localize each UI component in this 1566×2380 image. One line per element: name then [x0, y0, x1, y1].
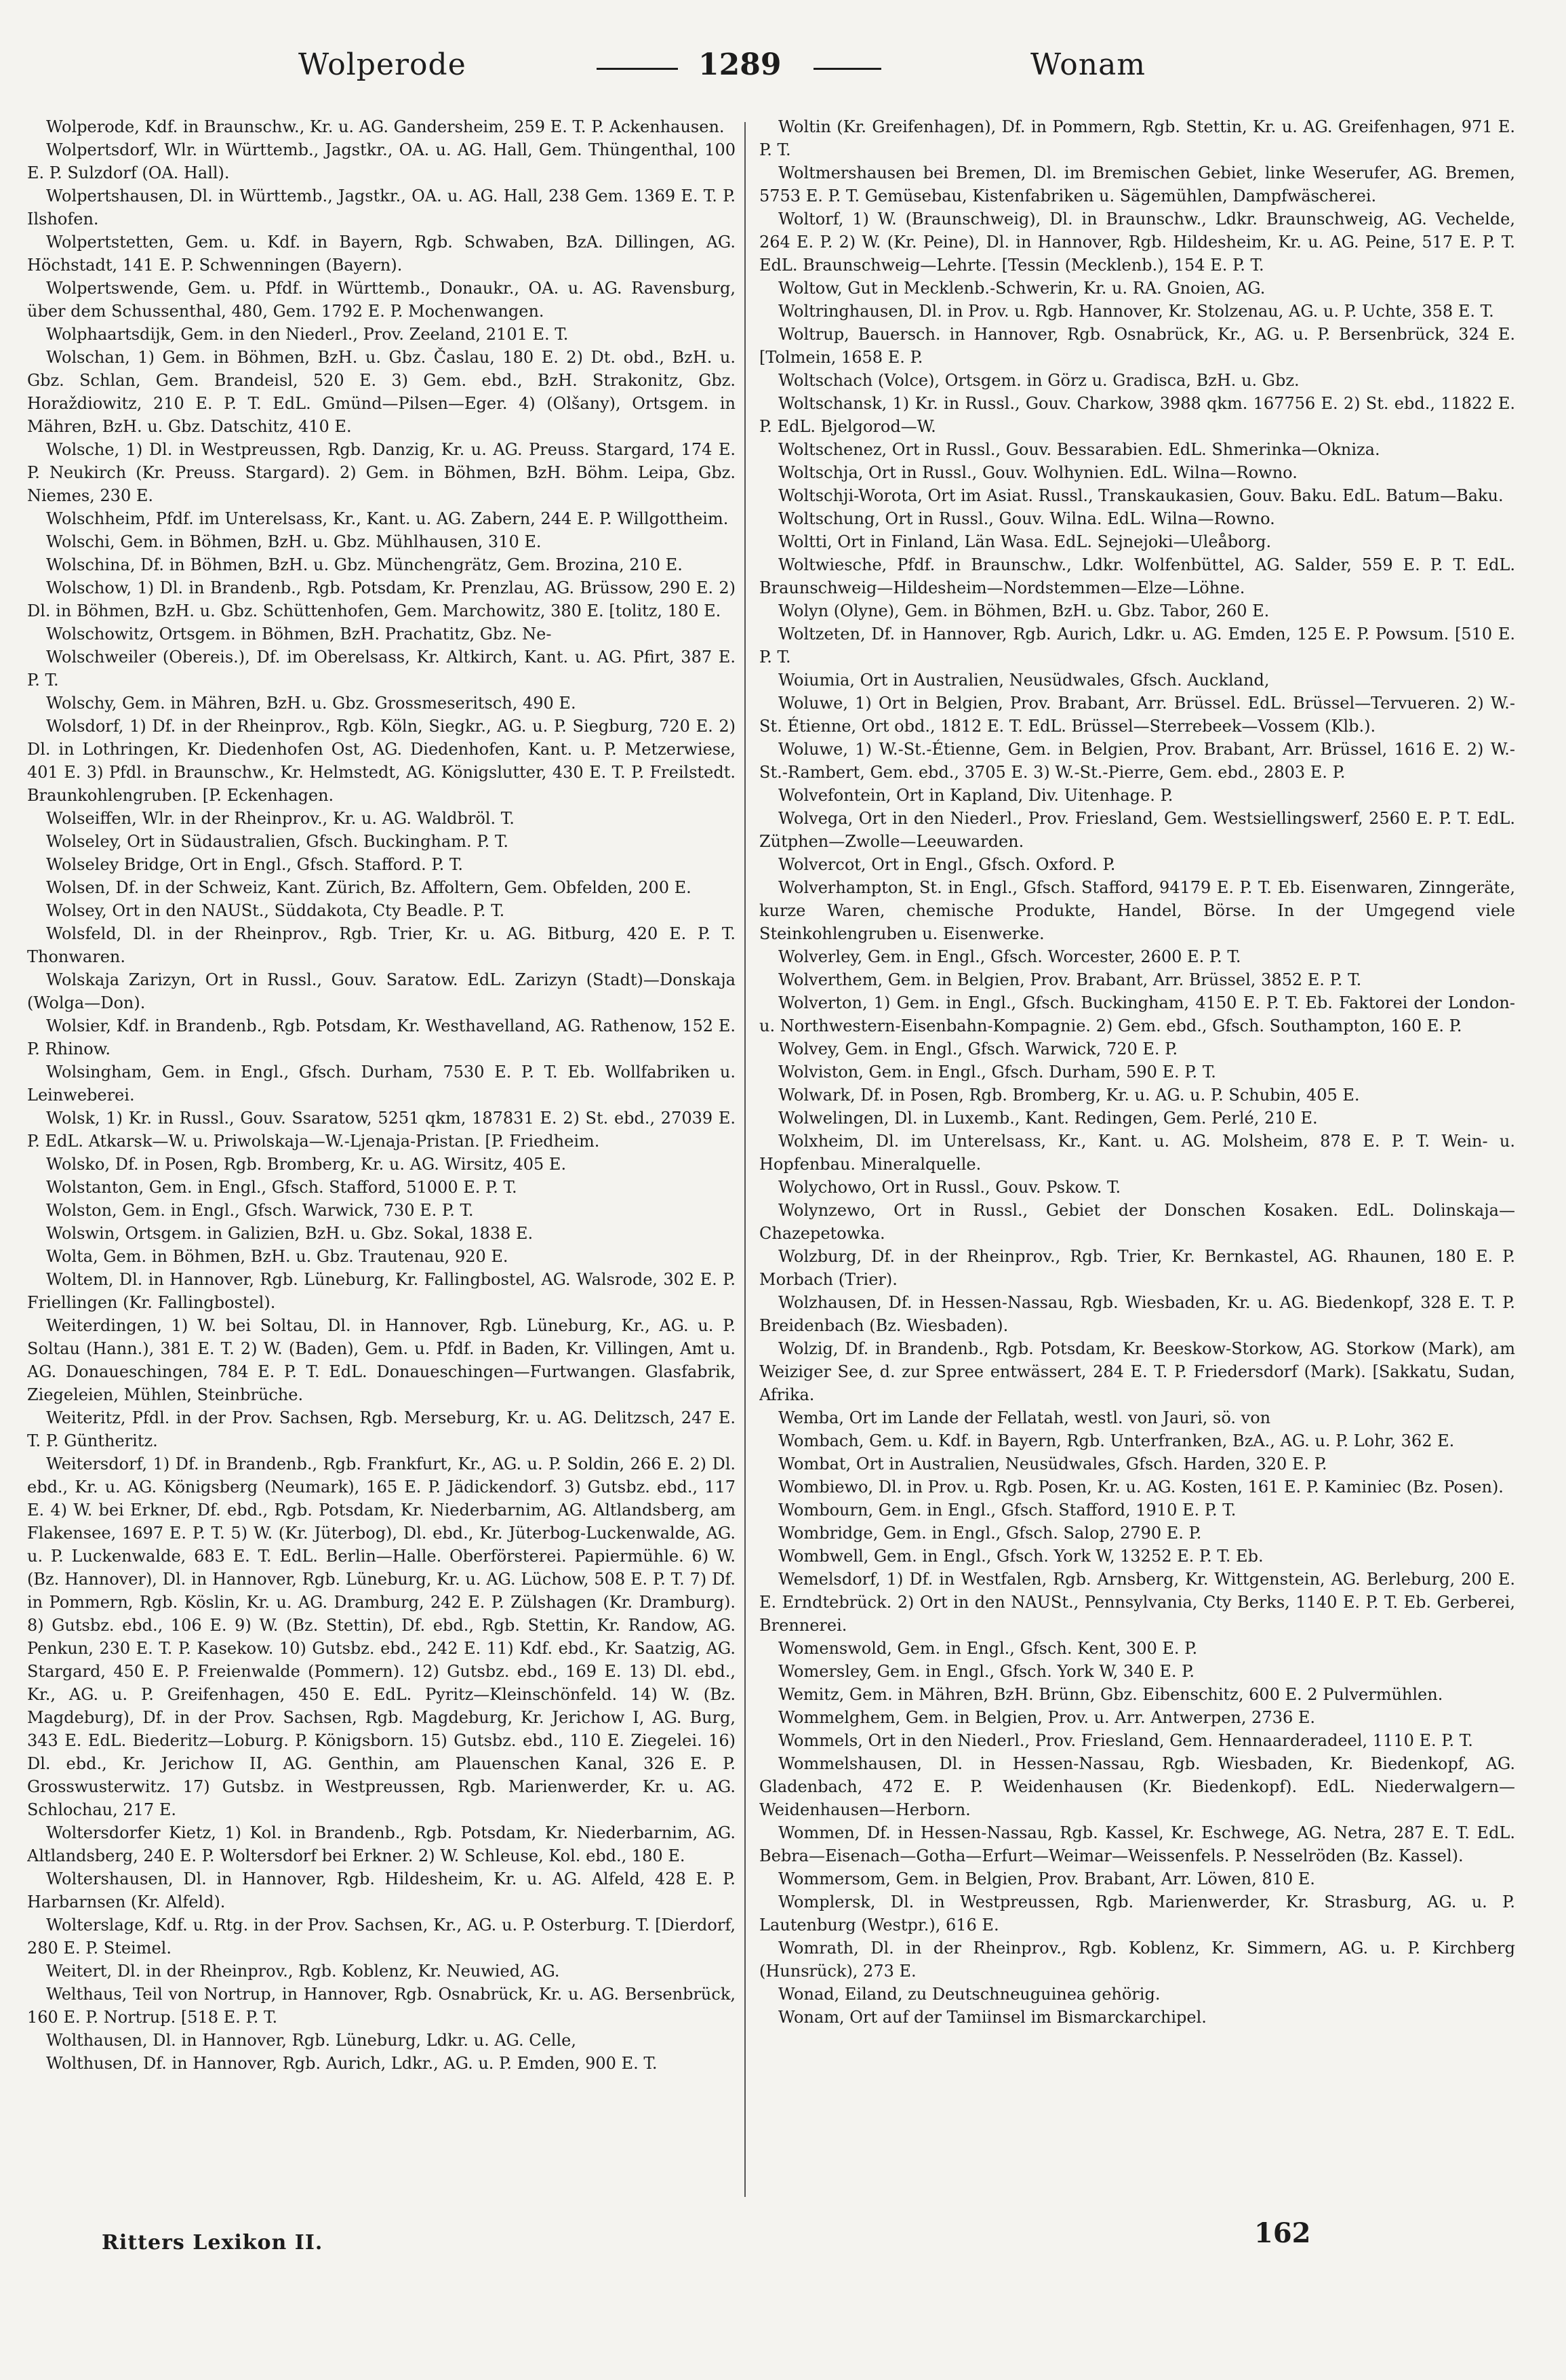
- lexicon-entry: Wolschweiler (Obereis.), Df. im Oberelsass, Kr. Altkirch, Kant. u. AG. Pfirt, 387 E. P. T.: [27, 648, 736, 690]
- column-divider: [744, 122, 746, 2197]
- lexicon-entry: Wolverley, Gem. in Engl., Gfsch. Worcester, 2600 E. P. T.: [778, 947, 1241, 966]
- lexicon-entry: Wolschan, 1) Gem. in Böhmen, BzH. u. Gbz. Časlau, 180 E. 2) Dt. obd., BzH. u. Gbz. Schlan, Gem. Brandeisl, 520 E. 3) Gem. ebd., BzH. Strakonitz, Gbz. Horaždiowitz, 210 E. P. T. EdL. Gmünd—Pilsen—Eger. 4) (Olšany), Ortsgem. in Mähren, BzH. u. Gbz. Datschitz, 410 E.: [27, 348, 736, 436]
- header-rule-left: [597, 68, 678, 70]
- lexicon-entry: Wolthausen, Dl. in Hannover, Rgb. Lüneburg, Ldkr. u. AG. Celle,: [46, 2031, 576, 2050]
- lexicon-entry: Wommels, Ort in den Niederl., Prov. Friesland, Gem. Hennaarderadeel, 1110 E. P. T.: [778, 1731, 1473, 1750]
- lexicon-entry: Womersley, Gem. in Engl., Gfsch. York W, 340 E. P.: [778, 1662, 1195, 1681]
- lexicon-entry: Wonad, Eiland, zu Deutschneuguinea gehörig.: [778, 1985, 1161, 2004]
- lexicon-entry: Wolvercot, Ort in Engl., Gfsch. Oxford. P.: [778, 855, 1116, 874]
- lexicon-entry: Wolsen, Df. in der Schweiz, Kant. Zürich, Bz. Affoltern, Gem. Obfelden, 200 E.: [46, 878, 691, 897]
- lexicon-entry: Welthaus, Teil von Nortrup, in Hannover, Rgb. Osnabrück, Kr. u. AG. Bersenbrück, 160 E. P. Nortrup. [518 E. P. T.: [27, 1985, 736, 2027]
- lexicon-entry: Wolwark, Df. in Posen, Rgb. Bromberg, Kr. u. AG. u. P. Schubin, 405 E.: [778, 1086, 1360, 1105]
- lexicon-entry: Weitersdorf, 1) Df. in Brandenb., Rgb. Frankfurt, Kr., AG. u. P. Soldin, 266 E. 2) Dl. ebd., Kr. u. AG. Königsberg (Neumark), 165 E. P. Jädickendorf. 3) Gutsbz. ebd., 117 E. 4) W. bei Erkner, Df. ebd., Rgb. Potsdam, Kr. Niederbarnim, AG. Altlandsberg, am Flakensee, 1697 E. P. T. 5) W. (Kr. Jüterbog), Dl. ebd., Kr. Jüterbog-Luckenwalde, AG. u. P. Luckenwalde, 683 E. T. EdL. Berlin—Halle. Oberförsterei. Papiermühle. 6) W. (Bz. Hannover), Dl. in Hannover, Rgb. Lüneburg, Kr. u. AG. Lüchow, 508 E. P. T. 7) Df. in Pommern, Rgb. Köslin, Kr. u. AG. Dramburg, 242 E. P. Zülshagen (Kr. Dramburg). 8) Gutsbz. ebd., 106 E. 9) W. (Bz. Stettin), Df. ebd., Rgb. Stettin, Kr. Randow, AG. Penkun, 230 E. T. P. Kasekow. 10) Gutsbz. ebd., 242 E. 11) Kdf. ebd., Kr. Saatzig, AG. Stargard, 450 E. P. Freienwalde (Pommern). 12) Gutsbz. ebd., 169 E. 13) Dl. ebd., Kr., AG. u. P. Greifenhagen, 450 E. EdL. Pyritz—Kleinschönfeld. 14) W. (Bz. Magdeburg), Df. in der Prov. Sachsen, Rgb. Magdeburg, Kr. Jerichow I, AG. Burg, 343 E. EdL. Biederitz—Loburg. P. Königsborn. 15) Gutsbz. ebd., 110 E. Ziegelei. 16) Dl. ebd., Kr. Jerichow II, AG. Genthin, am Plauenschen Kanal, 326 E. P. Grosswusterwitz. 17) Gutsbz. in Westpreussen, Rgb. Marienwerder, Kr. u. AG. Schlochau, 217 E.: [27, 1454, 736, 1819]
- lexicon-entry: Wolsdorf, 1) Df. in der Rheinprov., Rgb. Köln, Siegkr., AG. u. P. Siegburg, 720 E. 2) Dl. in Lothringen, Kr. Diedenhofen Ost, AG. Diedenhofen, Kant. u. P. Metzerwiese, 401 E. 3) Pfdl. in Braunschw., Kr. Helmstedt, AG. Königslutter, 430 E. T. P. Freilstedt. Braunkohlengruben. [P. Eckenhagen.: [27, 717, 736, 805]
- lexicon-entry: Wolverton, 1) Gem. in Engl., Gfsch. Buckingham, 4150 E. P. T. Eb. Faktorei der London- u. Northwestern-Eisenbahn-Kompagnie. 2) Gem. ebd., Gfsch. Southampton, 160 E. P.: [759, 993, 1515, 1035]
- lexicon-entry: Wommelshausen, Dl. in Hessen-Nassau, Rgb. Wiesbaden, Kr. Biedenkopf, AG. Gladenbach, 472 E. P. Weidenhausen (Kr. Biedenkopf). EdL. Niederwalgern—Weidenhausen—Herborn.: [759, 1754, 1515, 1819]
- lexicon-entry: Woltti, Ort in Finland, Län Wasa. EdL. Sejnejoki—Uleåborg.: [778, 532, 1272, 551]
- page-number: 1289: [698, 47, 782, 82]
- lexicon-entry: Woltem, Dl. in Hannover, Rgb. Lüneburg, Kr. Fallingbostel, AG. Walsrode, 302 E. P. Friellingen (Kr. Fallingbostel).: [27, 1270, 736, 1312]
- lexicon-entry: Woltschji-Worota, Ort im Asiat. Russl., Transkaukasien, Gouv. Baku. EdL. Batum—Baku.: [778, 486, 1504, 505]
- lexicon-entry: Woltschenez, Ort in Russl., Gouv. Bessarabien. EdL. Shmerinka—Okniza.: [778, 440, 1380, 459]
- lexicon-entry: Wolschi, Gem. in Böhmen, BzH. u. Gbz. Mühlhausen, 310 E.: [46, 532, 542, 551]
- lexicon-entry: Wolyn (Olyne), Gem. in Böhmen, BzH. u. Gbz. Tabor, 260 E.: [778, 601, 1270, 620]
- lexicon-entry: Woltersdorfer Kietz, 1) Kol. in Brandenb., Rgb. Potsdam, Kr. Niederbarnim, AG. Altlandsberg, 240 E. P. Woltersdorf bei Erkner. 2) W. Schleuse, Kol. ebd., 180 E.: [27, 1823, 736, 1865]
- lexicon-entry: Woltershausen, Dl. in Hannover, Rgb. Hildesheim, Kr. u. AG. Alfeld, 428 E. P. Harbarnsen (Kr. Alfeld).: [27, 1869, 736, 1911]
- lexicon-entry: Wolschowitz, Ortsgem. in Böhmen, BzH. Prachatitz, Gbz. Ne-: [46, 624, 552, 643]
- lexicon-entry: Wombiewo, Dl. in Prov. u. Rgb. Posen, Kr. u. AG. Kosten, 161 E. P. Kaminiec (Bz. Posen).: [778, 1477, 1504, 1496]
- header-rule-right: [814, 68, 881, 70]
- lexicon-entry: Wommelghem, Gem. in Belgien, Prov. u. Arr. Antwerpen, 2736 E.: [778, 1708, 1315, 1727]
- lexicon-entry: Womenswold, Gem. in Engl., Gfsch. Kent, 300 E. P.: [778, 1639, 1198, 1658]
- lexicon-entry: Woltringhausen, Dl. in Prov. u. Rgb. Hannover, Kr. Stolzenau, AG. u. P. Uchte, 358 E. T.: [778, 302, 1494, 321]
- lexicon-entry: Wolzhausen, Df. in Hessen-Nassau, Rgb. Wiesbaden, Kr. u. AG. Biedenkopf, 328 E. T. P. Breidenbach (Bz. Wiesbaden).: [759, 1293, 1515, 1335]
- running-header: [0, 41, 1566, 102]
- lexicon-entry: Wolverhampton, St. in Engl., Gfsch. Stafford, 94179 E. P. T. Eb. Eisenwaren, Zinngeräte, kurze Waren, chemische Produkte, Handel, Börse. In der Umgegend viele Steinkohlengruben u. Eisenwerke.: [759, 878, 1515, 943]
- lexicon-entry: Wolsey, Ort in den NAUSt., Süddakota, Cty Beadle. P. T.: [46, 901, 505, 920]
- lexicon-entry: Wolpertswende, Gem. u. Pfdf. in Württemb., Donaukr., OA. u. AG. Ravensburg, über dem Schussenthal, 480, Gem. 1792 E. P. Mochenwangen.: [27, 279, 736, 321]
- header-first-word: Wolperode: [298, 47, 466, 82]
- lexicon-entry: Wolsingham, Gem. in Engl., Gfsch. Durham, 7530 E. P. T. Eb. Wollfabriken u. Leinweberei.: [27, 1063, 736, 1105]
- lexicon-entry: Woltzeten, Df. in Hannover, Rgb. Aurich, Ldkr. u. AG. Emden, 125 E. P. Powsum. [510 E. P. T.: [759, 624, 1515, 667]
- lexicon-entry: Woltschach (Volce), Ortsgem. in Görz u. Gradisca, BzH. u. Gbz.: [778, 371, 1300, 390]
- lexicon-entry: Woltschja, Ort in Russl., Gouv. Wolhynien. EdL. Wilna—Rowno.: [778, 463, 1298, 482]
- lexicon-entry: Wolsier, Kdf. in Brandenb., Rgb. Potsdam, Kr. Westhavelland, AG. Rathenow, 152 E. P. Rhinow.: [27, 1016, 736, 1058]
- lexicon-entry: Wombat, Ort in Australien, Neusüdwales, Gfsch. Harden, 320 E. P.: [778, 1454, 1327, 1473]
- lexicon-entry: Wolswin, Ortsgem. in Galizien, BzH. u. Gbz. Sokal, 1838 E.: [46, 1224, 534, 1243]
- lexicon-entry: Wolvefontein, Ort in Kapland, Div. Uitenhage. P.: [778, 786, 1173, 805]
- lexicon-entry: Wemelsdorf, 1) Df. in Westfalen, Rgb. Arnsberg, Kr. Wittgenstein, AG. Berleburg, 200 E. E. Erndtebrück. 2) Ort in den NAUSt., Pennsylvania, Cty Berks, 1140 E. P. T. Eb. Gerberei, Brennerei.: [759, 1570, 1515, 1635]
- lexicon-entry: Wolychowo, Ort in Russl., Gouv. Pskow. T.: [778, 1178, 1121, 1197]
- lexicon-entry: Woltwiesche, Pfdf. in Braunschw., Ldkr. Wolfenbüttel, AG. Salder, 559 E. P. T. EdL. Braunschweig—Hildesheim—Nordstemmen—Elze—Löhne.: [759, 555, 1515, 597]
- lexicon-entry: Weiterdingen, 1) W. bei Soltau, Dl. in Hannover, Rgb. Lüneburg, Kr., AG. u. P. Soltau (Hann.), 381 E. T. 2) W. (Baden), Gem. u. Pfdf. in Baden, Kr. Villingen, Amt u. AG. Donaueschingen, 784 E. P. T. EdL. Donaueschingen—Furtwangen. Glasfabrik, Ziegeleien, Mühlen, Steinbrüche.: [27, 1316, 736, 1404]
- right-column: [759, 115, 1515, 2210]
- lexicon-entry: Wolseley, Ort in Südaustralien, Gfsch. Buckingham. P. T.: [46, 832, 508, 851]
- lexicon-entry: Wolphaartsdijk, Gem. in den Niederl., Prov. Zeeland, 2101 E. T.: [46, 325, 569, 344]
- lexicon-entry: Weiteritz, Pfdl. in der Prov. Sachsen, Rgb. Merseburg, Kr. u. AG. Delitzsch, 247 E. T. P. Güntheritz.: [27, 1408, 736, 1450]
- lexicon-entry: Wommersom, Gem. in Belgien, Prov. Brabant, Arr. Löwen, 810 E.: [778, 1869, 1315, 1888]
- lexicon-entry: Woltow, Gut in Mecklenb.-Schwerin, Kr. u. RA. Gnoien, AG.: [778, 279, 1266, 298]
- lexicon-entry: Wolvega, Ort in den Niederl., Prov. Friesland, Gem. Westsiellingswerf, 2560 E. P. T. EdL. Zütphen—Zwolle—Leeuwarden.: [759, 809, 1515, 851]
- lexicon-entry: Woltschung, Ort in Russl., Gouv. Wilna. EdL. Wilna—Rowno.: [778, 509, 1275, 528]
- lexicon-entry: Wolsko, Df. in Posen, Rgb. Bromberg, Kr. u. AG. Wirsitz, 405 E.: [46, 1155, 567, 1174]
- lexicon-entry: Wolwelingen, Dl. in Luxemb., Kant. Redingen, Gem. Perlé, 210 E.: [778, 1109, 1318, 1128]
- lexicon-entry: Wolverthem, Gem. in Belgien, Prov. Brabant, Arr. Brüssel, 3852 E. P. T.: [778, 970, 1362, 989]
- lexicon-entry: Wolterslage, Kdf. u. Rtg. in der Prov. Sachsen, Kr., AG. u. P. Osterburg. T. [Dierdorf, 280 E. P. Steimel.: [27, 1916, 736, 1958]
- lexicon-entry: Woltorf, 1) W. (Braunschweig), Dl. in Braunschw., Ldkr. Braunschweig, AG. Vechelde, 264 E. P. 2) W. (Kr. Peine), Dl. in Hannover, Rgb. Hildesheim, Kr. u. AG. Peine, 517 E. P. T. EdL. Braunschweig—Lehrte. [Tessin (Mecklenb.), 154 E. P. T.: [759, 210, 1515, 275]
- lexicon-entry: Wolzig, Df. in Brandenb., Rgb. Potsdam, Kr. Beeskow-Storkow, AG. Storkow (Mark), am Weiziger See, d. zur Spree entwässert, 284 E. T. P. Friedersdorf (Mark). [Sakkatu, Sudan, Afrika.: [759, 1339, 1515, 1404]
- lexicon-entry: Wolseley Bridge, Ort in Engl., Gfsch. Stafford. P. T.: [46, 855, 463, 874]
- lexicon-entry: Wolvey, Gem. in Engl., Gfsch. Warwick, 720 E. P.: [778, 1039, 1178, 1058]
- lexicon-entry: Wolpertstetten, Gem. u. Kdf. in Bayern, Rgb. Schwaben, BzA. Dillingen, AG. Höchstadt, 141 E. P. Schwenningen (Bayern).: [27, 233, 736, 275]
- lexicon-entry: Woluwe, 1) Ort in Belgien, Prov. Brabant, Arr. Brüssel. EdL. Brüssel—Tervueren. 2) W.-St. Étienne, Ort obd., 1812 E. T. EdL. Brüssel—Sterrebeek—Vossem (Klb.).: [759, 694, 1515, 736]
- lexicon-entry: Woltin (Kr. Greifenhagen), Df. in Pommern, Rgb. Stettin, Kr. u. AG. Greifenhagen, 971 E. P. T.: [759, 117, 1515, 159]
- lexicon-entry: Wolperode, Kdf. in Braunschw., Kr. u. AG. Gandersheim, 259 E. T. P. Ackenhausen.: [46, 117, 725, 136]
- lexicon-entry: Wolviston, Gem. in Engl., Gfsch. Durham, 590 E. P. T.: [778, 1063, 1216, 1082]
- lexicon-entry: Wolseiffen, Wlr. in der Rheinprov., Kr. u. AG. Waldbröl. T.: [46, 809, 515, 828]
- lexicon-entry: Wolta, Gem. in Böhmen, BzH. u. Gbz. Trautenau, 920 E.: [46, 1247, 508, 1266]
- lexicon-entry: Wolsfeld, Dl. in der Rheinprov., Rgb. Trier, Kr. u. AG. Bitburg, 420 E. P. T. Thonwaren.: [27, 924, 736, 966]
- lexicon-entry: Wombourn, Gem. in Engl., Gfsch. Stafford, 1910 E. P. T.: [778, 1501, 1237, 1520]
- lexicon-entry: Wommen, Df. in Hessen-Nassau, Rgb. Kassel, Kr. Eschwege, AG. Netra, 287 E. T. EdL. Bebra—Eisenach—Gotha—Erfurt—Weimar—Weissenfels. P. Nesselröden (Bz. Kassel).: [759, 1823, 1515, 1865]
- lexicon-entry: Wolschow, 1) Dl. in Brandenb., Rgb. Potsdam, Kr. Prenzlau, AG. Brüssow, 290 E. 2) Dl. in Böhmen, BzH. u. Gbz. Schüttenhofen, Gem. Marchowitz, 380 E. [tolitz, 180 E.: [27, 578, 736, 620]
- footer-sheet-number: 162: [1254, 2217, 1311, 2249]
- header-last-word: Wonam: [1030, 47, 1146, 82]
- lexicon-entry: Wolstanton, Gem. in Engl., Gfsch. Stafford, 51000 E. P. T.: [46, 1178, 517, 1197]
- lexicon-entry: Weitert, Dl. in der Rheinprov., Rgb. Koblenz, Kr. Neuwied, AG.: [46, 1962, 560, 1981]
- lexicon-entry: Woluwe, 1) W.-St.-Étienne, Gem. in Belgien, Prov. Brabant, Arr. Brüssel, 1616 E. 2) W.-St.-Rambert, Gem. ebd., 3705 E. 3) W.-St.-Pierre, Gem. ebd., 2803 E. P.: [759, 740, 1515, 782]
- lexicon-entry: Wombridge, Gem. in Engl., Gfsch. Salop, 2790 E. P.: [778, 1524, 1202, 1543]
- lexicon-entry: Wolxheim, Dl. im Unterelsass, Kr., Kant. u. AG. Molsheim, 878 E. P. T. Wein- u. Hopfenbau. Mineralquelle.: [759, 1132, 1515, 1174]
- lexicon-entry: Wolschina, Df. in Böhmen, BzH. u. Gbz. Münchengrätz, Gem. Brozina, 210 E.: [46, 555, 683, 574]
- lexicon-entry: Wemitz, Gem. in Mähren, BzH. Brünn, Gbz. Eibenschitz, 600 E. 2 Pulvermühlen.: [778, 1685, 1443, 1704]
- lexicon-entry: Womrath, Dl. in der Rheinprov., Rgb. Koblenz, Kr. Simmern, AG. u. P. Kirchberg (Hunsrück), 273 E.: [759, 1939, 1515, 1981]
- lexicon-entry: Wolsk, 1) Kr. in Russl., Gouv. Ssaratow, 5251 qkm, 187831 E. 2) St. ebd., 27039 E. P. EdL. Atkarsk—W. u. Priwolskaja—W.-Ljenaja-Pristan. [P. Friedheim.: [27, 1109, 736, 1151]
- lexicon-entry: Wolschheim, Pfdf. im Unterelsass, Kr., Kant. u. AG. Zabern, 244 E. P. Willgottheim.: [46, 509, 729, 528]
- lexicon-entry: Wolzburg, Df. in der Rheinprov., Rgb. Trier, Kr. Bernkastel, AG. Rhaunen, 180 E. P. Morbach (Trier).: [759, 1247, 1515, 1289]
- lexicon-entry: Wolpertsdorf, Wlr. in Württemb., Jagstkr., OA. u. AG. Hall, Gem. Thüngenthal, 100 E. P. Sulzdorf (OA. Hall).: [27, 140, 736, 182]
- lexicon-entry: Wemba, Ort im Lande der Fellatah, westl. von Jauri, sö. von: [778, 1408, 1271, 1427]
- lexicon-entry: Wonam, Ort auf der Tamiinsel im Bismarckarchipel.: [778, 2008, 1207, 2027]
- lexicon-entry: Wolpertshausen, Dl. in Württemb., Jagstkr., OA. u. AG. Hall, 238 Gem. 1369 E. T. P. Ilshofen.: [27, 186, 736, 229]
- lexicon-entry: Woltrup, Bauersch. in Hannover, Rgb. Osnabrück, Kr., AG. u. P. Bersenbrück, 324 E. [Tolmein, 1658 E. P.: [759, 325, 1515, 367]
- lexicon-entry: Wolsche, 1) Dl. in Westpreussen, Rgb. Danzig, Kr. u. AG. Preuss. Stargard, 174 E. P. Neukirch (Kr. Preuss. Stargard). 2) Gem. in Böhmen, BzH. Böhm. Leipa, Gbz. Niemes, 230 E.: [27, 440, 736, 505]
- lexicon-entry: Wombwell, Gem. in Engl., Gfsch. York W, 13252 E. P. T. Eb.: [778, 1547, 1264, 1566]
- lexicon-entry: Wolthusen, Df. in Hannover, Rgb. Aurich, Ldkr., AG. u. P. Emden, 900 E. T.: [46, 2054, 658, 2073]
- lexicon-entry: Woltschansk, 1) Kr. in Russl., Gouv. Charkow, 3988 qkm. 167756 E. 2) St. ebd., 11822 E. P. EdL. Bjelgorod—W.: [759, 394, 1515, 436]
- lexicon-entry: Woltmershausen bei Bremen, Dl. im Bremischen Gebiet, linke Weserufer, AG. Bremen, 5753 E. P. T. Gemüsebau, Kistenfabriken u. Sägemühlen, Dampfwäscherei.: [759, 163, 1515, 205]
- lexicon-entry: Wombach, Gem. u. Kdf. in Bayern, Rgb. Unterfranken, BzA., AG. u. P. Lohr, 362 E.: [778, 1431, 1455, 1450]
- lexicon-entry: Wolschy, Gem. in Mähren, BzH. u. Gbz. Grossmeseritsch, 490 E.: [46, 694, 576, 713]
- lexicon-entry: Wolskaja Zarizyn, Ort in Russl., Gouv. Saratow. EdL. Zarizyn (Stadt)—Donskaja (Wolga—Don).: [27, 970, 736, 1012]
- lexicon-entry: Womplersk, Dl. in Westpreussen, Rgb. Marienwerder, Kr. Strasburg, AG. u. P. Lautenburg (Westpr.), 616 E.: [759, 1892, 1515, 1935]
- left-column: [27, 115, 736, 2210]
- lexicon-entry: Wolston, Gem. in Engl., Gfsch. Warwick, 730 E. P. T.: [46, 1201, 474, 1220]
- footer-signature: Ritters Lexikon II.: [102, 2231, 323, 2255]
- lexicon-entry: Woiumia, Ort in Australien, Neusüdwales, Gfsch. Auckland,: [778, 671, 1270, 690]
- lexicon-entry: Wolynzewo, Ort in Russl., Gebiet der Donschen Kosaken. EdL. Dolinskaja—Chazepetowka.: [759, 1201, 1515, 1243]
